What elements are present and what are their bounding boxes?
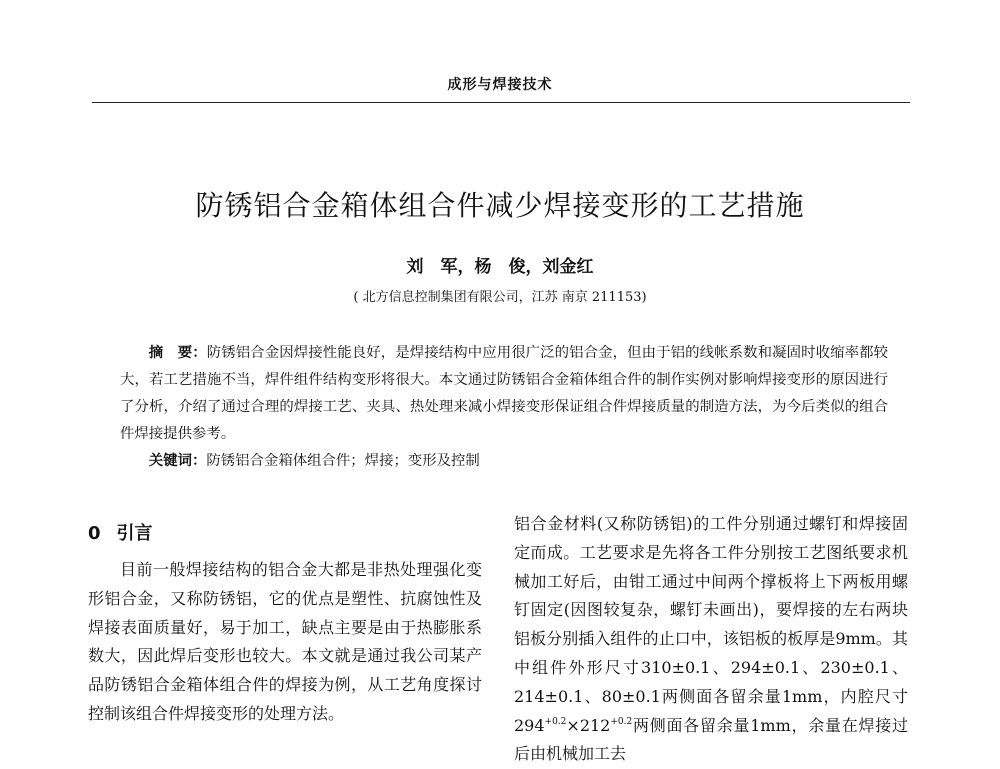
section-number: 0 [88,523,101,544]
abstract-label: 摘 要： [148,345,207,361]
body-paragraph-continued [514,510,908,769]
body-text-a: 铝合金材料(又称防锈铝)的工件分别通过螺钉和焊接固定而成。工艺要求是先将各工件分别按工艺图纸要求机械加工好后，由钳工通过中间两个撑板将上下两板用螺钉固定(因图较复杂，螺钉未画出)，要焊接的左右两块铝板分别插入组件的止口中，该铝板的板厚是9mm。其中组件外形尺寸310±0.1、294±0.1、230±0.1、214±0.1、80±0.1两侧面各留余量1mm，内腔尺寸294 [514,514,908,735]
article-affiliation: ( 北方信息控制集团有限公司，江苏 南京 211153) [353,290,647,305]
journal-section-header: 成形与焊接技术 [447,77,553,93]
tolerance-superscript-1: +0.2 [544,716,567,727]
body-column-left [88,520,482,729]
keywords-line [120,448,888,475]
body-column-right [514,510,908,769]
article-authors: 刘 军，杨 俊，刘金红 [406,257,594,277]
keywords-text: 防锈铝合金箱体组合件；焊接；变形及控制 [206,453,480,469]
abstract-text: 防锈铝合金因焊接性能良好，是焊接结构中应用很广泛的铝合金，但由于铝的线帐系数和凝固时收缩率都较大，若工艺措施不当，焊件组件结构变形将很大。本文通过防锈铝合金箱体组合件的制作实例对影响焊接变形的原因进行了分析，介绍了通过合理的焊接工艺、夹具、热处理来减小焊接变形保证组合件焊接质量的制造方法，为今后类似的组合件焊接提供参考。 [120,345,888,442]
keywords-label: 关键词： [148,453,207,469]
body-text-b: ×212 [566,715,611,735]
section-title: 引言 [116,523,153,544]
abstract-block [120,340,888,475]
body-paragraph: 目前一般焊接结构的铝合金大都是非热处理强化变形铝合金，又称防锈铝，它的优点是塑性、抗腐蚀性及焊接表面质量好，易于加工，缺点主要是由于热膨胀系数大，因此焊后变形也较大。本文就是通过我公司某产品防锈铝合金箱体组合件的焊接为例，从工艺角度探讨控制该组合件焊接变形的处理方法。 [88,560,482,723]
tolerance-superscript-2: +0.2 [610,716,633,727]
header-rule [92,102,910,103]
abstract-paragraph [120,340,888,448]
article-title: 防锈铝合金箱体组合件减少焊接变形的工艺措施 [195,189,805,222]
section-heading [88,520,482,548]
body-text-c: 两侧面各留余量1mm，余量在焊接过后由机械加工去 [514,715,908,764]
